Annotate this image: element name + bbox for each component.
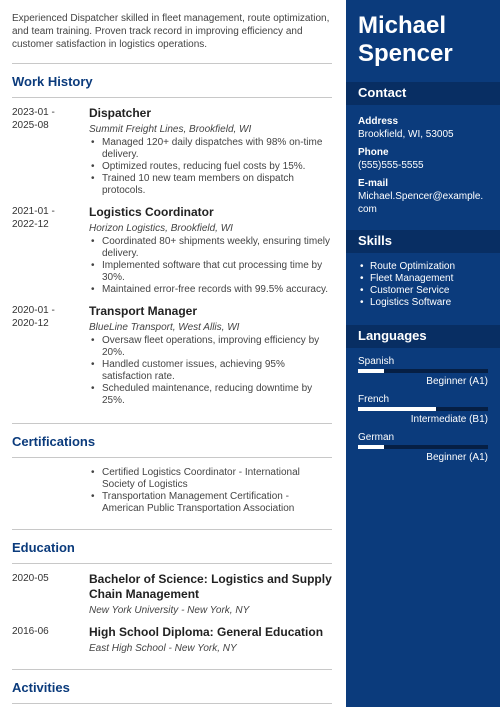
skills-header: Skills (346, 230, 500, 253)
list-item: • Fleet Management (358, 273, 488, 285)
language-level: Beginner (A1) (426, 376, 488, 387)
skills-list (346, 253, 500, 309)
activities-section (12, 669, 332, 704)
first-name: Michael (358, 12, 447, 39)
degree-separator: : (209, 625, 218, 639)
language-name: French (358, 394, 390, 405)
language-item (346, 394, 500, 426)
list-item: • Coordinated 80+ shipments weekly, ensuring timely delivery. (89, 236, 332, 260)
certification-list (89, 467, 332, 515)
sidebar (346, 0, 500, 707)
work-start-date: 2023-01 - (12, 107, 55, 118)
list-item: • Optimized routes, reducing fuel costs by 15%. (89, 161, 332, 173)
work-entry (12, 205, 332, 296)
work-end-date: 2022-12 (12, 219, 49, 230)
divider (12, 97, 332, 98)
contact-block (346, 105, 500, 216)
language-item (346, 432, 500, 464)
list-item: • Maintained error-free records with 99.5% accuracy. (89, 284, 332, 296)
language-bar-fill (358, 445, 384, 449)
list-item: • Scheduled maintenance, reducing downtime by 25%. (89, 383, 332, 407)
work-entry (12, 106, 332, 197)
certifications-section (12, 423, 332, 515)
list-item: • Managed 120+ daily dispatches with 98% on-time delivery. (89, 137, 332, 161)
school: New York University - New York, NY (89, 605, 250, 616)
list-item: • Customer Service (358, 285, 488, 297)
education-date: 2016-06 (12, 626, 49, 637)
work-date (12, 106, 89, 197)
degree-separator: : (203, 572, 212, 586)
email-label: E-mail (358, 178, 389, 189)
divider (12, 563, 332, 564)
list-item: • Logistics Software (358, 297, 488, 309)
job-title: Transport Manager (89, 304, 198, 318)
education-section (12, 529, 332, 655)
work-date (12, 205, 89, 296)
work-date (12, 304, 89, 407)
degree-name: Bachelor of Science (89, 572, 204, 586)
degree-field: Logistics and Supply Chain Management (89, 572, 332, 601)
list-item: • Transportation Management Certification - American Public Transportation Association (89, 491, 332, 515)
degree-field: General Education (217, 625, 324, 639)
list-item: • Handled customer issues, achieving 95% satisfaction rate. (89, 359, 332, 383)
language-item (346, 356, 500, 388)
work-end-date: 2025-08 (12, 120, 49, 131)
list-item: • Certified Logistics Coordinator - International Society of Logistics (89, 467, 332, 491)
degree-name: High School Diploma (89, 625, 210, 639)
language-bar (358, 407, 488, 411)
work-start-date: 2021-01 - (12, 206, 55, 217)
list-item: • Trained 10 new team members on dispatch protocols. (89, 173, 332, 197)
languages-header: Languages (346, 325, 500, 348)
language-name: Spanish (358, 356, 395, 367)
degree (89, 625, 332, 640)
work-bullets (89, 335, 332, 407)
work-start-date: 2020-01 - (12, 305, 55, 316)
job-title: Dispatcher (89, 106, 152, 120)
language-level: Beginner (A1) (426, 452, 488, 463)
language-bar-fill (358, 369, 384, 373)
email-line-2: com (358, 204, 377, 215)
employer: BlueLine Transport, West Allis, WI (89, 322, 240, 333)
list-item: • Route Optimization (358, 261, 488, 273)
contact-header: Contact (346, 82, 500, 105)
section-title-work-history: Work History (12, 74, 93, 89)
language-name: German (358, 432, 395, 443)
language-level: Intermediate (B1) (410, 414, 488, 425)
candidate-name (346, 0, 500, 68)
divider (12, 457, 332, 458)
languages-list (346, 348, 500, 464)
phone-value: (555)555-5555 (358, 160, 424, 171)
work-end-date: 2020-12 (12, 318, 49, 329)
work-bullets (89, 236, 332, 296)
work-entry (12, 304, 332, 407)
list-item: • Oversaw fleet operations, improving efficiency by 20%. (89, 335, 332, 359)
education-entry (12, 625, 332, 655)
summary-text: Experienced Dispatcher skilled in fleet management, route optimization, and team training. Proven track record in improving efficiency and customer satisfaction in logistics operations. (12, 13, 330, 50)
job-title: Logistics Coordinator (89, 205, 214, 219)
phone-label: Phone (358, 147, 389, 158)
degree (89, 572, 332, 602)
section-title-certifications: Certifications (12, 434, 96, 449)
employer: Horizon Logistics, Brookfield, WI (89, 223, 233, 234)
education-date: 2020-05 (12, 573, 49, 584)
address-value: Brookfield, WI, 53005 (358, 129, 454, 140)
email-line-1: Michael.Spencer@example. (358, 191, 484, 202)
education-entry (12, 572, 332, 617)
section-title-activities: Activities (12, 680, 70, 695)
language-bar-fill (358, 407, 436, 411)
school: East High School - New York, NY (89, 643, 237, 654)
certification-entry (12, 466, 332, 515)
list-item: • Implemented software that cut processing time by 30%. (89, 260, 332, 284)
last-name: Spencer (358, 40, 453, 67)
work-bullets (89, 137, 332, 197)
address-label: Address (358, 116, 399, 127)
employer: Summit Freight Lines, Brookfield, WI (89, 124, 252, 135)
language-bar (358, 369, 488, 373)
divider (12, 703, 332, 704)
section-title-education: Education (12, 540, 75, 555)
language-bar (358, 445, 488, 449)
work-history-section (12, 63, 332, 407)
email-value (346, 190, 500, 216)
